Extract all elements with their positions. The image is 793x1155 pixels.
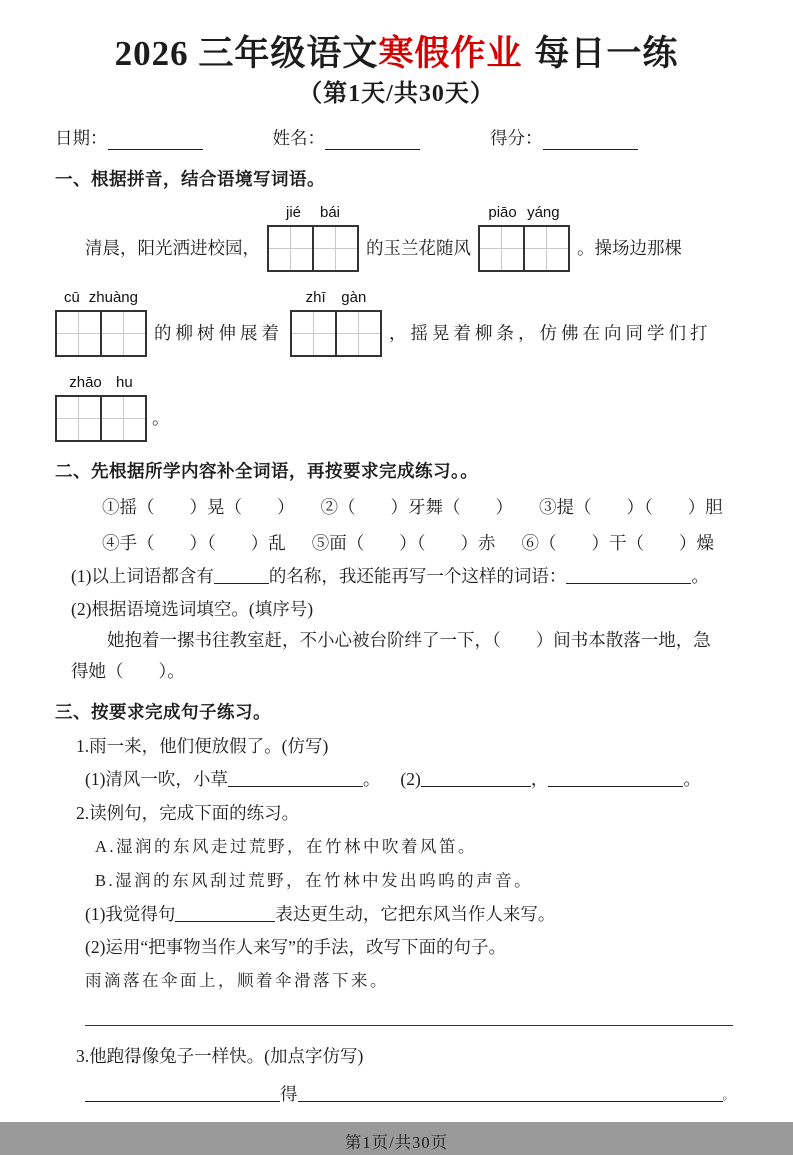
- section3-item3-fill: [85, 1082, 738, 1107]
- section3-question1: [85, 902, 738, 926]
- q1-text-1: (1)以上词语都含有: [71, 566, 214, 587]
- section2-question1: [71, 564, 738, 588]
- row2-text-2: ，摇晃着柳条，仿佛在向同学们打: [389, 322, 712, 343]
- section3-item3: [76, 1044, 738, 1068]
- idiom-1: ①摇（ ）晃（ ）: [102, 497, 295, 518]
- writing-box-piaoyang: [478, 204, 570, 272]
- character-cells: [290, 310, 382, 357]
- character-cells: [267, 225, 359, 272]
- pinyin-syllable: zhāo: [69, 374, 102, 392]
- page-title: [55, 34, 738, 74]
- pinyin-zhigan: [290, 289, 382, 307]
- rewrite-sentence: 雨滴落在伞面上，顺着伞滑落下来。: [85, 971, 389, 991]
- idiom-6: ⑥（ ）干（ ）燥: [521, 533, 714, 554]
- day-counter: （第1天/共30天）: [298, 81, 495, 108]
- pinyin-piaoyang: [478, 204, 570, 222]
- passage-line-1: 她抱着一摞书往教室赶，不小心被台阶绊了一下，（ ）间书本散落一地，急: [107, 630, 711, 651]
- q1-text-2: 表达更生动，它把东风当作人来写。: [275, 904, 556, 925]
- writing-box-zhaohu: [55, 374, 147, 442]
- writing-box-cuzhuang: [55, 289, 147, 357]
- score-blank: [543, 130, 638, 150]
- character-cells: [478, 225, 570, 272]
- tianzige-cell: [57, 312, 100, 355]
- section3-heading: 三、按要求完成句子练习。: [55, 702, 271, 723]
- fill-blank-2: [421, 767, 531, 787]
- section2-question2: (2)根据语境选词填空。(填序号): [71, 599, 314, 620]
- q1-text-2: 的名称，我还能再写一个这样的词语：: [268, 566, 567, 587]
- pinyin-syllable: cū: [63, 289, 80, 307]
- item3-fill-char: 得: [280, 1084, 298, 1105]
- answer-line: [85, 1025, 733, 1026]
- item3-blank-1: [85, 1082, 280, 1102]
- q1-text-3: 。: [691, 566, 709, 587]
- pinyin-syllable: yáng: [527, 204, 560, 222]
- pinyin-row-2: [55, 289, 738, 357]
- passage-line-2: 得她（ ）。: [71, 661, 185, 682]
- pinyin-syllable: bái: [319, 204, 341, 222]
- tianzige-cell: [312, 227, 357, 270]
- pinyin-syllable: zhuàng: [88, 289, 138, 307]
- section3-question2: (2)运用“把事物当作人来写”的手法，改写下面的句子。: [85, 937, 506, 958]
- item3-period: 。: [722, 1088, 735, 1103]
- name-label: 姓名：: [272, 128, 325, 149]
- fill-text-3: (2): [400, 769, 421, 790]
- pinyin-syllable: jié: [285, 204, 301, 222]
- pinyin-syllable: gàn: [341, 289, 367, 307]
- tianzige-cell: [292, 312, 335, 355]
- idiom-4: ④手（ ）（ ）乱: [102, 533, 286, 554]
- item3-blank-2: [298, 1082, 723, 1102]
- section3-item1: 1.雨一来，他们便放假了。(仿写): [76, 736, 329, 757]
- fill-text-5: 。: [683, 769, 701, 790]
- idiom-row-2: [102, 531, 738, 555]
- pinyin-zhaohu: [55, 374, 147, 392]
- name-blank: [325, 130, 420, 150]
- date-blank: [108, 130, 203, 150]
- tianzige-cell: [269, 227, 312, 270]
- character-cells: [55, 395, 147, 442]
- tianzige-cell: [57, 397, 100, 440]
- score-label: 得分：: [490, 128, 543, 149]
- page-number: 第1页/共30页: [344, 1133, 449, 1153]
- pinyin-row-3: [55, 374, 738, 442]
- q1-blank-1: [214, 564, 269, 584]
- fill-text-2: 。: [362, 769, 381, 790]
- title-suffix: 每日一练: [534, 34, 679, 73]
- tianzige-cell: [480, 227, 523, 270]
- row1-text-2: 的玉兰花随风: [366, 237, 471, 258]
- idiom-2: ②（ ）牙舞（ ）: [320, 497, 513, 518]
- section1-heading: 一、根据拼音，结合语境写词语。: [55, 169, 325, 190]
- pinyin-jiebai: [267, 204, 359, 222]
- row2-text-1: 的柳树伸展着: [154, 322, 283, 343]
- section3-item2: 2.读例句，完成下面的练习。: [76, 803, 300, 824]
- pinyin-cuzhuang: [55, 289, 147, 307]
- q1-blank: [175, 902, 275, 922]
- date-label: 日期：: [55, 128, 108, 149]
- title-highlight: 寒假作业: [378, 34, 523, 73]
- character-cells: [55, 310, 147, 357]
- example-sentence-b: B.湿润的东风刮过荒野，在竹林中发出呜呜的声音。: [95, 871, 534, 891]
- tianzige-cell: [100, 397, 145, 440]
- section2-heading: 二、先根据所学内容补全词语，再按要求完成练习。。: [55, 461, 479, 482]
- writing-box-jiebai: [267, 204, 359, 272]
- writing-box-zhigan: [290, 289, 382, 357]
- item3-text-1: 3.他跑: [76, 1046, 125, 1067]
- pinyin-syllable: hu: [116, 374, 133, 392]
- section3-item1-fill: [85, 767, 738, 791]
- pinyin-row-1: [55, 204, 738, 272]
- tianzige-cell: [100, 312, 145, 355]
- q1-text-1: (1)我觉得句: [85, 904, 176, 925]
- pinyin-syllable: piāo: [488, 204, 517, 222]
- item3-text-2: 像兔子一样快。(加点字仿写): [141, 1046, 364, 1067]
- pinyin-syllable: zhī: [305, 289, 326, 307]
- title-year-subject: 2026 三年级语文: [114, 34, 379, 73]
- score-field: [490, 126, 638, 150]
- idiom-5: ⑤面（ ）（ ）赤: [311, 533, 496, 554]
- tianzige-cell: [523, 227, 568, 270]
- row3-text-1: 。: [152, 407, 170, 428]
- row1-text-3: 。操场边那棵: [577, 237, 682, 258]
- idiom-3: ③提（ ）（ ）胆: [539, 497, 723, 518]
- fill-text-4: ，: [530, 769, 549, 790]
- q1-blank-2: [566, 564, 691, 584]
- fill-blank-1: [228, 767, 363, 787]
- item3-dotted-char: 得: [124, 1046, 142, 1067]
- date-field: [55, 126, 203, 150]
- fill-blank-3: [548, 767, 683, 787]
- fill-text-1: (1)清风一吹，小草: [85, 769, 228, 790]
- name-field: [273, 126, 421, 150]
- example-sentence-a: A.湿润的东风走过荒野，在竹林中吹着风笛。: [95, 837, 478, 857]
- row1-text-1: 清晨，阳光洒进校园，: [85, 237, 260, 258]
- tianzige-cell: [335, 312, 380, 355]
- info-row: [55, 126, 738, 150]
- idiom-row-1: [102, 495, 738, 519]
